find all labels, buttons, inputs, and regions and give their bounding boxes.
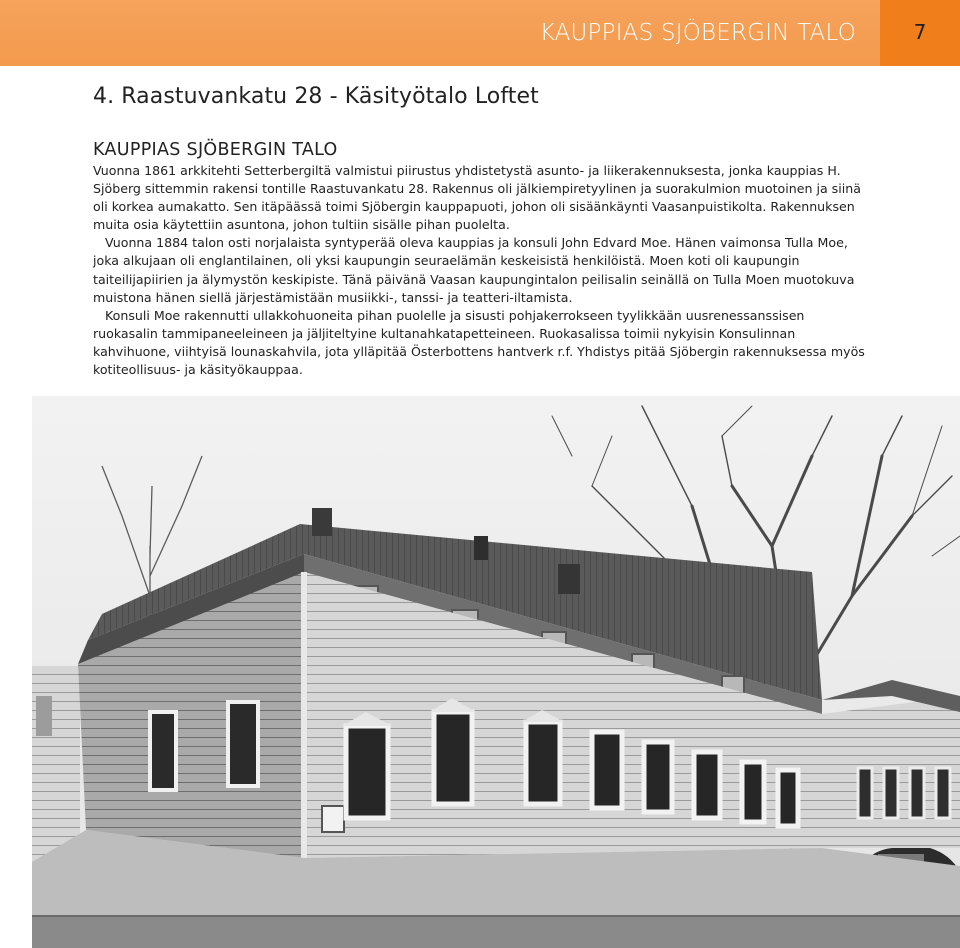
paragraph-dining-room: Konsuli Moe rakennutti ullakkohuoneita pihan puolelle ja sisusti pohjakerrokseen tyylikkään uusrenessanssisen ruokasalin tammipaneeleineen ja jäljiteltyine kultanahkatapetteineen. Ruokasalissa toimii nykyisin Konsulinnan kahvihuone, viihtyisä lounaskahvila, jota ylläpitää Österbottens hantverk r.f. Yhdistys pitää Sjöbergin rakennuksessa myös kotiteollisuus- ja käsityökauppaa.: [93, 307, 865, 378]
chimney: [474, 536, 488, 560]
chimney: [312, 508, 332, 536]
building-subheading: KAUPPIAS SJÖBERGIN TALO: [93, 140, 338, 160]
body-text: [93, 162, 868, 379]
neighbor-building-left: [32, 666, 80, 862]
page-number: 7: [913, 20, 927, 44]
street: [32, 916, 960, 948]
running-title: KAUPPIAS SJÖBERGIN TALO: [539, 20, 856, 46]
header-band: [0, 0, 960, 66]
mailbox: [322, 806, 344, 832]
chimney: [558, 564, 580, 594]
paragraph-moe: Vuonna 1884 talon osti norjalaista syntyperää oleva kauppias ja konsuli John Edvard Moe. Hänen vaimonsa Tulla Moe, joka alkujaan oli englantilainen, oli yksi kaupungin seuraelämän keskeisistä henkilöistä. Moen koti oli kaupungin taiteilijapiirien ja älymystön keskipiste. Tänä päivänä Vaasan kaupungintalon peilisalin seinällä on Tulla Moen muotokuva muistona hänen siellä järjestämistään musiikki-, tanssi- ja teatteri-iltamista.: [93, 235, 855, 305]
building-photo: [32, 396, 960, 948]
paragraph-history: Vuonna 1861 arkkitehti Setterbergiltä valmistui piirustus yhdistetystä asunto- ja liikerakennuksesta, jonka kauppias H. Sjöberg sittemmin rakensi tontille Raastuvankatu 28. Rakennus oli jälkiempiretyylinen ja suorakulmion muotoinen ja siinä oli korkea aumakatto. Sen itäpäässä toimi Sjöbergin kauppapuoti, johon oli sisäänkäynti Vaasanpuistikolta. Rakennuksen muita osia käytettiin asuntona, johon tultiin sisälle pihan puolelta.: [93, 163, 861, 233]
section-title: 4. Raastuvankatu 28 - Käsityötalo Loftet: [93, 84, 539, 109]
page-number-box: [880, 0, 960, 66]
